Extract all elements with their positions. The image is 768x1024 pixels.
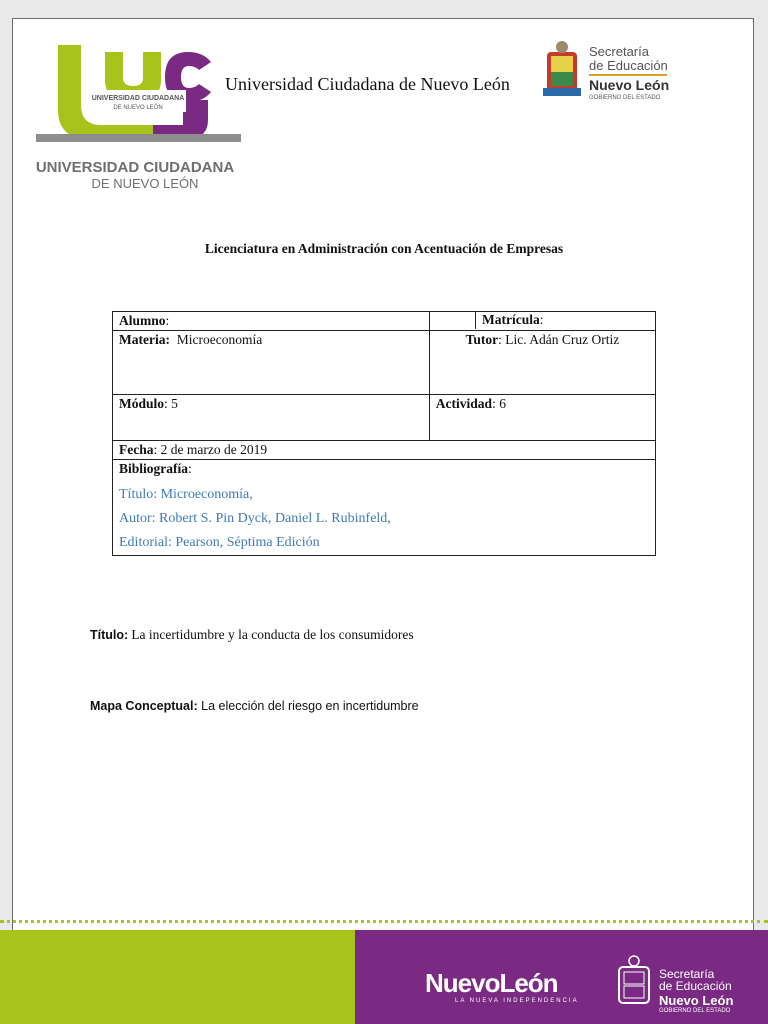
mapa-value: La elección del riesgo en incertidumbre	[201, 699, 419, 713]
matricula-field	[475, 311, 656, 329]
uc-logo-small-line2: DE NUEVO LEÓN	[113, 105, 163, 111]
bib-titulo: Título: Microeconomía,	[119, 487, 253, 502]
fecha-label: Fecha	[119, 442, 154, 457]
fecha-cell	[113, 441, 656, 460]
titulo-label: Título:	[90, 628, 129, 642]
state-shield-icon	[543, 41, 581, 96]
modulo-label: Módulo	[119, 396, 165, 411]
actividad-value: : 6	[492, 396, 506, 411]
actividad-label: Actividad	[435, 396, 493, 411]
tutor-label: Tutor	[465, 332, 499, 347]
bib-autor: Autor: Robert S. Pin Dyck, Daniel L. Rubinfeld,	[119, 511, 391, 526]
titulo-value: La incertidumbre y la conducta de los consumidores	[131, 627, 414, 642]
mapa-label: Mapa Conceptual:	[90, 699, 198, 713]
nuevo-leon-footer-tagline: LA NUEVA INDEPENDENCIA	[455, 998, 579, 1004]
uc-logo	[33, 40, 248, 195]
matricula-value: :	[539, 312, 544, 327]
uc-logo-name-line2: DE NUEVO LEÓN	[91, 176, 199, 191]
sec-footer-line2: de Educación	[659, 979, 732, 993]
mapa-line	[90, 699, 419, 713]
bib-editorial: Editorial: Pearson, Séptima Edición	[119, 535, 320, 550]
tutor-cell	[429, 331, 655, 395]
actividad-cell	[429, 395, 655, 441]
sec-footer-line1: Secretaría	[659, 967, 715, 981]
university-name: Universidad Ciudadana de Nuevo León	[225, 74, 510, 94]
state-shield-footer-icon	[615, 955, 655, 1015]
materia-value: Microeconomía	[176, 332, 263, 347]
secretaria-line3: Nuevo León	[589, 77, 670, 93]
bibliografia-label: Bibliografía	[119, 461, 189, 476]
sec-footer-line4: GOBIERNO DEL ESTADO	[659, 1008, 731, 1014]
secretaria-logo	[541, 38, 671, 108]
alumno-label: Alumno	[119, 313, 166, 328]
secretaria-line1: Secretaría	[589, 44, 649, 59]
footer-dotted-line	[0, 920, 768, 929]
bibliografia-cell	[113, 460, 656, 556]
sec-footer-line3: Nuevo León	[659, 993, 734, 1008]
bibliografia-value: :	[188, 461, 192, 476]
fecha-value: : 2 de marzo de 2019	[153, 442, 268, 457]
alumno-cell	[113, 312, 430, 331]
materia-label: Materia:	[119, 332, 170, 347]
student-info-table	[112, 311, 656, 556]
uc-logo-small-line1: UNIVERSIDAD CIUDADANA	[91, 95, 185, 102]
degree-title: Licenciatura en Administración con Acentuación de Empresas	[204, 241, 564, 256]
footer-green-band	[0, 930, 355, 1024]
modulo-value: : 5	[164, 396, 178, 411]
materia-cell	[113, 331, 430, 395]
tutor-value: : Lic. Adán Cruz Ortiz	[498, 332, 620, 347]
uc-logo-name-line1: UNIVERSIDAD CIUDADANA	[35, 159, 235, 176]
modulo-cell	[113, 395, 430, 441]
alumno-value: :	[165, 313, 170, 328]
nuevo-leon-footer-logo: NuevoLeón	[425, 968, 558, 998]
secretaria-line4: GOBIERNO DEL ESTADO	[589, 95, 661, 101]
matricula-label: Matrícula	[482, 312, 540, 327]
titulo-line	[90, 627, 414, 643]
secretaria-line2: de Educación	[589, 58, 668, 73]
